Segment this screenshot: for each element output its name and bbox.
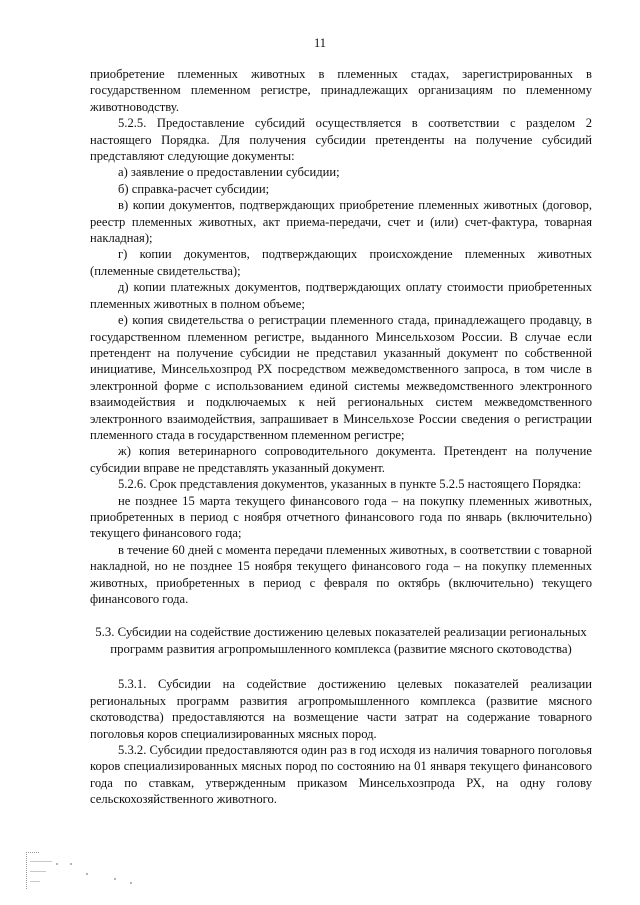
paragraph: не позднее 15 марта текущего финансового года – на покупку племенных животных, приобретенных в период с ноября отчетного финансового года по январь (включительно) текущего финансового года; (90, 493, 592, 541)
list-item: а) заявление о предоставлении субсидии; (118, 165, 340, 180)
scan-stamp-mark (26, 852, 138, 892)
section-heading: 5.3. Субсидии на содействие достижению целевых показателей реализации региональных программ развития агропромышленного комплекса (развитие мясного скотоводства) (95, 625, 587, 657)
page-number: 11 (313, 36, 327, 50)
list-item: г) копии документов, подтверждающих происхождение племенных животных (племенные свидетельства); (90, 247, 592, 278)
list-item: б) справка-расчет субсидии; (118, 181, 270, 196)
paragraph: приобретение племенных животных в племенных стадах, зарегистрированных в государственном племенном регистре, принадлежащих организациям по племенному животноводству. (90, 67, 592, 114)
paragraph: 5.3.1. Субсидии на содействие достижению целевых показателей реализации региональных программ развития агропромышленного комплекса (развитие мясного скотоводства) предоставляются на возмещение части затрат на содержание товарного поголовья коров специализированных мясных пород. (90, 677, 592, 741)
list-item: в) копии документов, подтверждающих приобретение племенных животных (договор, реестр племенных животных, акт приема-передачи, счет и (или) счет-фактура, товарная накладная); (90, 198, 592, 246)
list-item: ж) копия ветеринарного сопроводительного документа. Претендент на получение субсидии вправе не представлять указанный документ. (90, 444, 592, 475)
list-item: д) копии платежных документов, подтверждающих оплату стоимости приобретенных племенных животных в полном объеме; (90, 280, 592, 311)
paragraph: 5.2.5. Предоставление субсидий осуществляется в соответствии с разделом 2 настоящего Порядка. Для получения субсидии претенденты на получение субсидий представляют следующие документы: (90, 116, 592, 164)
paragraph: 5.3.2. Субсидии предоставляются один раз в год исходя из наличия товарного поголовья коров специализированных мясных пород по состоянию на 01 января текущего финансового года по ставкам, утвержденным приказом Минсельхозпрода РХ, на одну голову сельскохозяйственного животного. (90, 743, 592, 807)
list-item: е) копия свидетельства о регистрации племенного стада, принадлежащего продавцу, в государственном племенном регистре, выданного Минсельхозом России. В случае если претендент на получение субсидии не представил указанный документ по собственной инициативе, Минсельхозпрод РХ посредством межведомственного запроса, в том числе в электронной форме с использованием единой системы межведомственного электронного взаимодействия и подключаемых к ней региональных систем межведомственного электронного взаимодействия, запрашивает в Минсельхозе России сведения о регистрации племенного стада в государственном племенном регистре; (90, 313, 592, 442)
document-body (90, 66, 592, 808)
paragraph: в течение 60 дней с момента передачи племенных животных, в соответствии с товарной накладной, но не позднее 15 ноября текущего финансового года – на покупку племенных животных, приобретенных в период с февраля по октябрь (включительно) текущего финансового года. (90, 542, 592, 606)
paragraph: 5.2.6. Срок представления документов, указанных в пункте 5.2.5 настоящего Порядка: (118, 477, 582, 492)
